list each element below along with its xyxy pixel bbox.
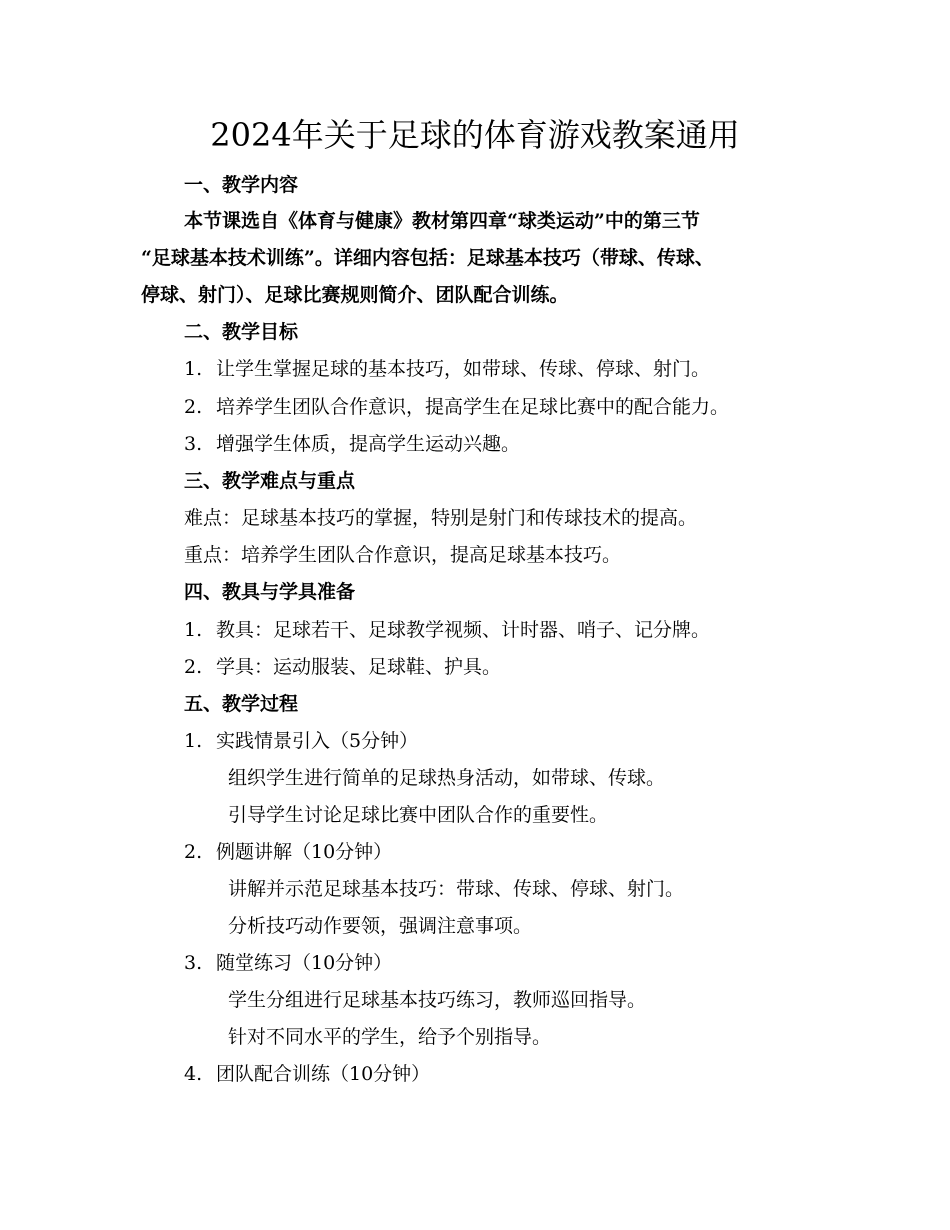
sub-item: 针对不同水平的学生，给予个别指导。 <box>228 1026 552 1048</box>
list-item <box>184 431 520 457</box>
list-text: 增强学生体质，提高学生运动兴趣。 <box>216 433 521 455</box>
section-heading-1: 一、教学内容 <box>184 174 299 196</box>
section-heading-5: 五、教学过程 <box>184 693 299 715</box>
list-text: 团队配合训练（10分钟） <box>216 1063 431 1085</box>
list-number: 1. <box>184 358 203 380</box>
list-text: 教具：足球若干、足球教学视频、计时器、哨子、记分牌。 <box>216 619 711 641</box>
list-item <box>184 356 710 382</box>
sub-item: 引导学生讨论足球比赛中团队合作的重要性。 <box>228 804 609 826</box>
list-number: 2. <box>184 841 203 863</box>
section-heading-4: 四、教具与学具准备 <box>184 581 356 603</box>
list-item <box>184 728 418 754</box>
list-number: 1. <box>184 730 203 752</box>
list-text: 随堂练习（10分钟） <box>216 952 393 974</box>
sub-item: 分析技巧动作要领，强调注意事项。 <box>228 915 533 937</box>
list-text: 实践情景引入（5分钟） <box>216 730 419 752</box>
paragraph-line: 本节课选自《体育与健康》教材第四章“球类运动”中的第三节 <box>184 210 700 232</box>
list-item <box>184 1061 430 1087</box>
paragraph-line: 停球、射门）、足球比赛规则简介、团队配合训练。 <box>141 284 569 306</box>
list-item <box>184 617 710 643</box>
list-text: 培养学生团队合作意识，提高学生在足球比赛中的配合能力。 <box>216 396 730 418</box>
page-title: 2024年关于足球的体育游戏教案通用 <box>210 116 740 154</box>
list-number: 4. <box>184 1063 203 1085</box>
list-number: 3. <box>184 433 203 455</box>
list-item <box>184 654 501 680</box>
sub-item: 组织学生进行简单的足球热身活动，如带球、传球。 <box>228 767 666 789</box>
paragraph-line: 难点：足球基本技巧的掌握，特别是射门和传球技术的提高。 <box>184 507 698 529</box>
list-item <box>184 839 392 865</box>
paragraph-line: 重点：培养学生团队合作意识，提高足球基本技巧。 <box>184 544 622 566</box>
list-number: 3. <box>184 952 203 974</box>
list-text: 让学生掌握足球的基本技巧，如带球、传球、停球、射门。 <box>216 358 711 380</box>
list-number: 2. <box>184 656 203 678</box>
list-item <box>184 394 729 420</box>
list-text: 例题讲解（10分钟） <box>216 841 393 863</box>
sub-item: 讲解并示范足球基本技巧：带球、传球、停球、射门。 <box>228 878 685 900</box>
section-heading-2: 二、教学目标 <box>184 321 299 343</box>
list-number: 1. <box>184 619 203 641</box>
paragraph-line: “足球基本技术训练”。详细内容包括：足球基本技巧（带球、传球、 <box>141 247 714 269</box>
section-heading-3: 三、教学难点与重点 <box>184 470 356 492</box>
list-item <box>184 950 392 976</box>
list-number: 2. <box>184 396 203 418</box>
sub-item: 学生分组进行足球基本技巧练习，教师巡回指导。 <box>228 989 647 1011</box>
list-text: 学具：运动服装、足球鞋、护具。 <box>216 656 502 678</box>
